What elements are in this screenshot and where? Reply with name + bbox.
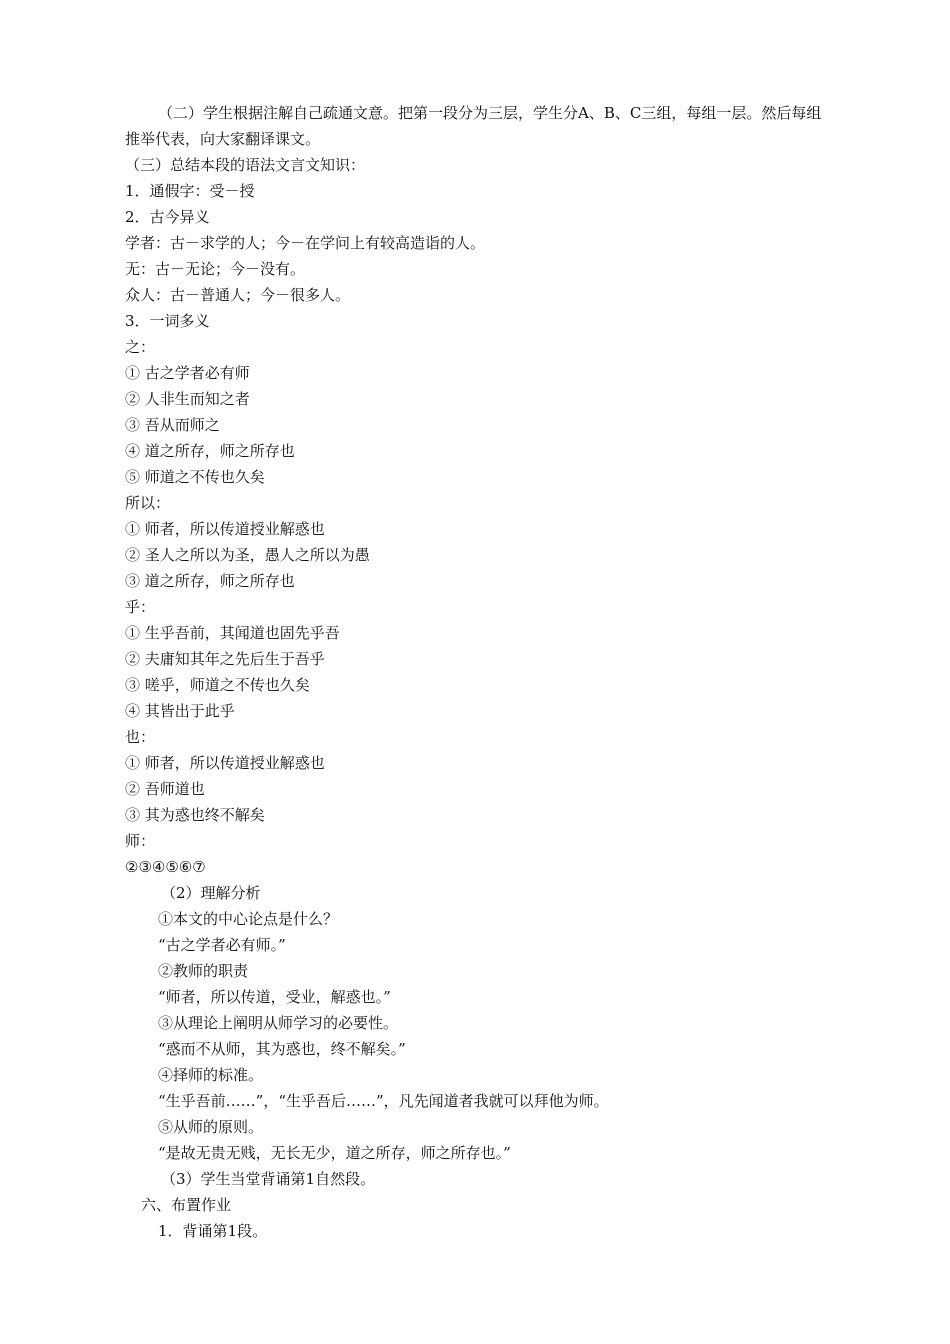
- example-line: ② 圣人之所以为圣，愚人之所以为愚: [125, 546, 370, 564]
- example-line: ② 人非生而知之者: [125, 390, 250, 408]
- section-heading: 六、布置作业: [141, 1196, 232, 1214]
- term-label: 乎：: [125, 598, 156, 616]
- example-line: ② 夫庸知其年之先后生于吾乎: [125, 650, 325, 668]
- list-item: 2．古今异义: [125, 208, 210, 226]
- question-line: ④择师的标准。: [158, 1066, 264, 1084]
- list-item: 3．一词多义: [125, 312, 210, 330]
- term-label: 也：: [125, 728, 156, 746]
- question-line: ②教师的职责: [158, 962, 249, 980]
- quote-line: “师者，所以传道，受业，解惑也。”: [158, 988, 391, 1006]
- example-line: ⑤ 师道之不传也久矣: [125, 468, 265, 486]
- example-line: ② 吾师道也: [125, 780, 205, 798]
- paragraph-line: （二）学生根据注解自己疏通文意。把第一段分为三层，学生分A、B、C三组，每组一层。然后每组: [158, 104, 822, 122]
- text-line: 众人：古－普通人；今－很多人。: [125, 286, 351, 304]
- example-line: ① 师者，所以传道授业解惑也: [125, 754, 325, 772]
- list-item: 1．通假字：受－授: [125, 182, 255, 200]
- example-line: ① 古之学者必有师: [125, 364, 250, 382]
- question-line: ③从理论上阐明从师学习的必要性。: [158, 1014, 399, 1032]
- list-item: 1．背诵第1段。: [158, 1222, 268, 1240]
- example-line: ③ 吾从而师之: [125, 416, 220, 434]
- term-label: 师：: [125, 832, 156, 850]
- quote-line: “惑而不从师，其为惑也，终不解矣。”: [158, 1040, 406, 1058]
- example-line: ②③④⑤⑥⑦: [125, 858, 206, 876]
- quote-line: “生乎吾前……”，“生乎吾后……”，凡先闻道者我就可以拜他为师。: [158, 1092, 609, 1110]
- term-label: 之：: [125, 338, 156, 356]
- example-line: ③ 嗟乎，师道之不传也久矣: [125, 676, 310, 694]
- paragraph-line: 推举代表，向大家翻译课文。: [125, 130, 321, 148]
- example-line: ③ 其为惑也终不解矣: [125, 806, 265, 824]
- quote-line: “古之学者必有师。”: [158, 936, 286, 954]
- term-label: 所以：: [125, 494, 171, 512]
- section-heading: （2）理解分析: [161, 884, 261, 902]
- example-line: ① 师者，所以传道授业解惑也: [125, 520, 325, 538]
- text-line: 无：古－无论；今－没有。: [125, 260, 306, 278]
- question-line: ①本文的中心论点是什么？: [158, 910, 339, 928]
- example-line: ③ 道之所存，师之所存也: [125, 572, 295, 590]
- section-heading: （三）总结本段的语法文言文知识：: [125, 156, 366, 174]
- example-line: ④ 其皆出于此乎: [125, 702, 235, 720]
- quote-line: “是故无贵无贱，无长无少，道之所存，师之所存也。”: [158, 1144, 511, 1162]
- example-line: ① 生乎吾前，其闻道也固先乎吾: [125, 624, 340, 642]
- example-line: ④ 道之所存，师之所存也: [125, 442, 295, 460]
- question-line: ⑤从师的原则。: [158, 1118, 264, 1136]
- section-heading: （3）学生当堂背诵第1自然段。: [161, 1170, 376, 1188]
- text-line: 学者：古－求学的人；今－在学问上有较高造诣的人。: [125, 234, 486, 252]
